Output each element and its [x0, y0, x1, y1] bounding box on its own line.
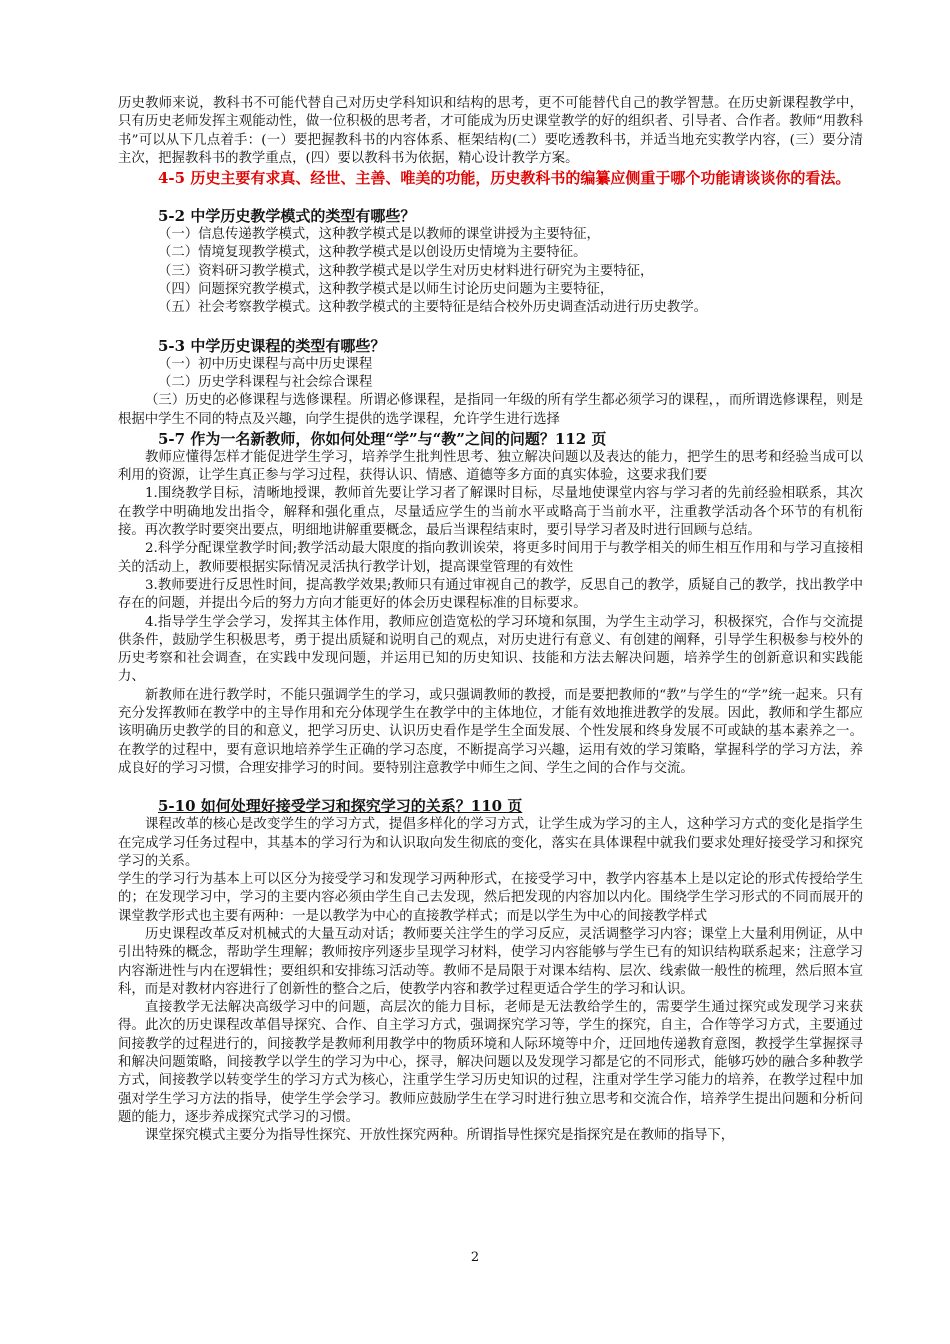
list-item: （二）历史学科课程与社会综合课程 — [158, 374, 373, 390]
list-item: （一）初中历史课程与高中历史课程 — [158, 356, 373, 372]
question-5-3-list — [118, 356, 863, 393]
page-number: 2 — [470, 1250, 480, 1265]
paragraph: 1.围绕教学目标，清晰地授课，教师首先要让学习者了解课时目标，尽量地使课堂内容与学习者的先前经验相联系，其次在教学中明确地发出指令，解释和强化重点，尽量适应学生的当前水平或略高于当前水平，注重教学活动各个环节的有机衔接。再次教学时要突出要点，明细地讲解重要概念，最后当课程结束时，要引导学习者及时进行回顾与总结。 — [118, 486, 863, 539]
paragraph: 教师应懂得怎样才能促进学生学习，培养学生批判性思考、独立解决问题以及表达的能力，把学生的思考和经验当成可以利用的资源，让学生真正参与学习过程，获得认识、情感、道德等多方面的真实体验，这要求我们要 — [118, 449, 863, 484]
question-5-7-heading: 5-7 作为一名新教师，你如何处理“学”与“教”之间的问题？112 页 — [158, 429, 607, 448]
paragraph: 新教师在进行教学时，不能只强调学生的学习，或只强调教师的教授，而是要把教师的“教”与学生的“学”统一起来。只有充分发挥教师在教学中的主导作用和充分体现学生在教学中的主体地位，才能有效地推进教学的发展。因此，教师和学生都应该明确历史教学的目的和意义，把学习历史、认识历史看作是学生全面发展、个性发展和终身发展不可或缺的基本素养之一。在教学的过程中，要有意识地培养学生正确的学习态度，不断提高学习兴趣，运用有效的学习策略，掌握科学的学习方法，养成良好的学习习惯，合理安排学习的时间。要特别注意教学中师生之间、学生之间的合作与交流。 — [118, 687, 863, 776]
paragraph: 历史课程改革反对机械式的大量互动对话；教师要关注学生的学习反应，灵活调整学习内容；课堂上大量利用例证，从中引出特殊的概念，帮助学生理解；教师按序列逐步呈现学习材料，使学习内容能够与学生已有的知识结构联系起来；注意学习内容渐进性与内在逻辑性；要组织和安排练习活动等。教师不是局限于对课本结构、层次、线索做一般性的梳理，然后照本宣科，而是对教材内容进行了创新性的整合之后，使教学内容和教学过程更适合学生的学习和认识。 — [118, 926, 863, 997]
question-5-2-list — [118, 226, 863, 317]
question-5-2-heading: 5-2 中学历史教学模式的类型有哪些？ — [158, 207, 416, 226]
question-4-5-heading: 4-5 历史主要有求真、经世、主善、唯美的功能，历史教科书的编纂应侧重于哪个功能请谈谈你的看法。 — [158, 169, 851, 188]
question-5-3-last-item: （三）历史的必修课程与选修课程。所谓必修课程，是指同一年级的所有学生都必须学习的课程，，而所谓选修课程，则是根据中学生不同的特点及兴趣，向学生提供的选学课程，允许学生进行选择 — [118, 393, 863, 427]
paragraph: 直接教学无法解决高级学习中的问题，高层次的能力目标，老师是无法教给学生的，需要学生通过探究或发现学习来获得。此次的历史课程改革倡导探究、合作、自主学习方式，强调探究学习等，学生的探究，自主，合作等学习方式，主要通过间接教学的过程进行的，间接教学是教师利用教学中的物质环境和人际环境等中介，迂回地传递教育意图，教授学生掌握探寻和解决问题策略，间接教学以学生的学习为中心，探寻，解决问题以及发现学习都是它的不同形式，能够巧妙的融合多种教学方式，间接教学以转变学生的学习方式为核心，注重学生学习历史知识的过程，注重对学生学习能力的培养，在教学过程中加强对学生学习方法的指导，使学生学会学习。教师应鼓励学生在学习时进行独立思考和交流合作，培养学生提出问题和分析问题的能力，逐步养成探究式学习的习惯。 — [118, 1000, 863, 1125]
document-body — [118, 95, 863, 1146]
paragraph: 3.教师要进行反思性时间，提高教学效果;教师只有通过审视自己的教学，反思自己的教学，质疑自己的教学，找出教学中存在的问题，并提出今后的努力方向才能更好的体会历史课程标准的目标要求。 — [118, 577, 863, 612]
list-item: （四）问题探究教学模式，这种教学模式是以师生讨论历史问题为主要特征， — [158, 282, 614, 298]
question-5-3-heading: 5-3 中学历史课程的类型有哪些？ — [158, 336, 386, 355]
list-item: （二）情境复现教学模式，这种教学模式是以创设历史情境为主要特征。 — [158, 245, 587, 261]
list-item: （一）信息传递教学模式，这种教学模式是以教师的课堂讲授为主要特征， — [158, 227, 600, 243]
list-item: （五）社会考察教学模式。这种教学模式的主要特征是结合校外历史调查活动进行历史教学。 — [158, 300, 708, 316]
paragraph: 学生的学习行为基本上可以区分为接受学习和发现学习两种形式，在接受学习中，教学内容基本上是以定论的形式传授给学生的；在发现学习中，学习的主要内容必须由学生自己去发现，然后把发现的内容加以内化。围绕学生学习形式的不同而展开的课堂教学形式也主要有两种：一是以教学为中心的直接教学样式；而是以学生为中心的间接教学样式 — [118, 872, 863, 924]
paragraph: 课程改革的核心是改变学生的学习方式，提倡多样化的学习方式，让学生成为学习的主人，这种学习方式的变化是指学生在完成学习任务过程中，其基本的学习行为和认识取向发生彻底的变化，落实在具体课程中就我们要求处理好接受学习和探究学习的关系。 — [118, 817, 863, 869]
list-item: （三）资料研习教学模式，这种教学模式是以学生对历史材料进行研究为主要特征， — [158, 263, 654, 279]
question-5-10-heading: 5-10 如何处理好接受学习和探究学习的关系？110 页 — [158, 797, 523, 816]
paragraph: 课堂探究模式主要分为指导性探究、开放性探究两种。所谓指导性探究是指探究是在教师的指导下， — [145, 1128, 735, 1144]
paragraph: 2.科学分配课堂教学时间;教学活动最大限度的指向教训诶荣，将更多时间用于与教学相关的师生相互作用和与学习直接相关的活动上，教师要根据实际情况灵活执行教学计划，提高课堂管理的有效性 — [118, 541, 863, 575]
intro-paragraph: 历史教师来说，教科书不可能代替自己对历史学科知识和结构的思考，更不可能替代自己的教学智慧。在历史新课程教学中，只有历史老师发挥主观能动性，做一位积极的思考者，才可能成为历史课堂教学的好的组织者、引导者、合作者。教师“用教科书”可以从下几点着手：(一）要把握教科书的内容体系、框架结构(二）要吃透教科书，并适当地充实教学内容，(三）要分清主次，把握教科书的教学重点，(四）要以教科书为依据，精心设计教学方案。 — [118, 96, 863, 166]
paragraph: 4.指导学生学会学习，发挥其主体作用，教师应创造宽松的学习环境和氛围，为学生主动学习，积极探究，合作与交流提供条件，鼓励学生积极思考，勇于提出质疑和说明自己的观点，对历史进行有意义、有创建的阐释，引导学生积极参与校外的历史考察和社会调查，在实践中发现问题，并运用已知的历史知识、技能和方法去解决问题，培养学生的创新意识和实践能力、 — [118, 614, 863, 685]
